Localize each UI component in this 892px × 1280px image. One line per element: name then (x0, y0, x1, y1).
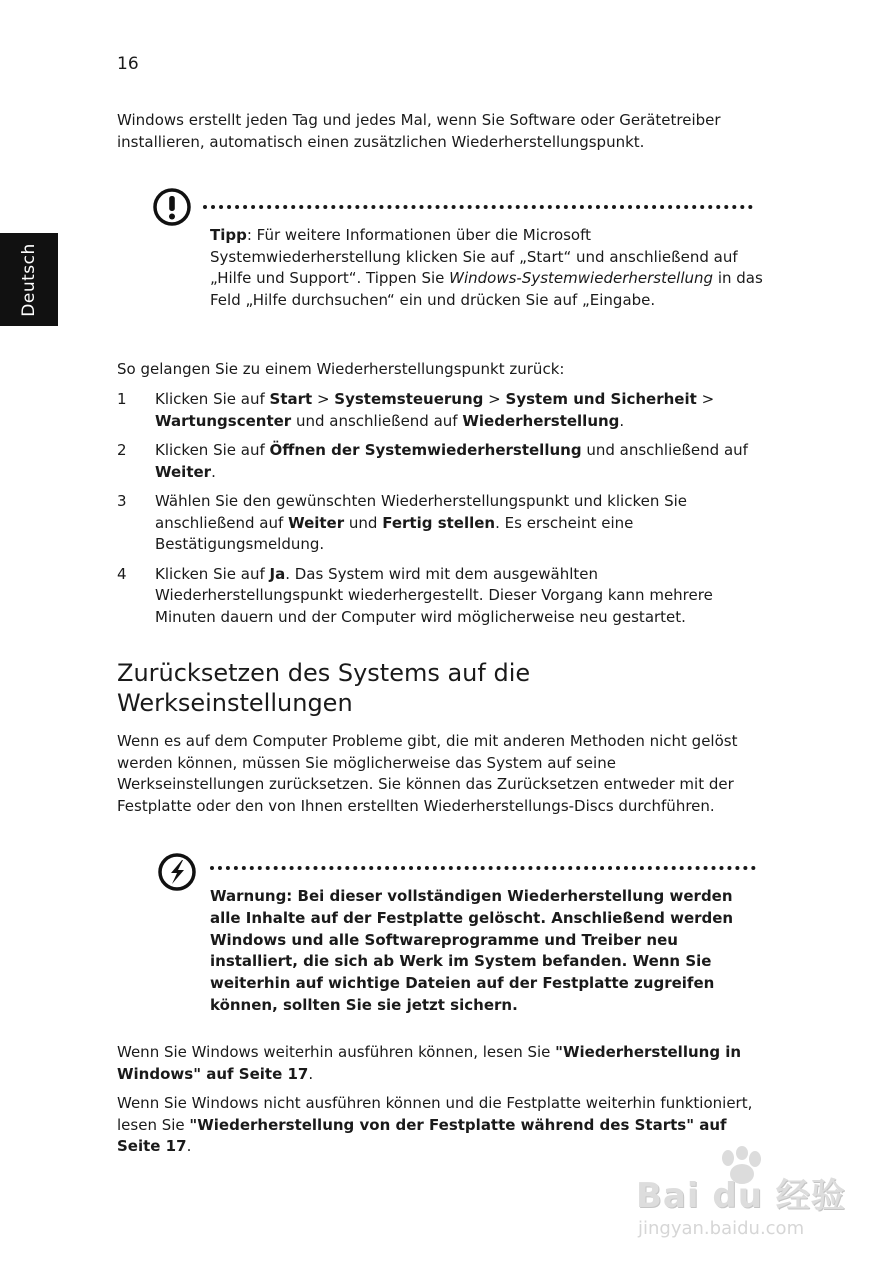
steps-intro: So gelangen Sie zu einem Wiederherstellungspunkt zurück: (117, 360, 565, 378)
intro-paragraph: Windows erstellt jeden Tag und jedes Mal, wenn Sie Software oder Gerätetreiber installieren, automatisch einen zusätzlichen Wiederherstellungspunkt. (117, 111, 721, 151)
tip-label: Tipp (210, 226, 247, 244)
link-recovery-from-disk: "Wiederherstellung von der Festplatte während des Starts" auf Seite 17 (117, 1115, 727, 1155)
side-tab-label: Deutsch (19, 242, 39, 317)
step-number: 4 (117, 564, 127, 583)
tip-text (210, 225, 770, 311)
step-item: 1 Klicken Sie auf Start > Systemsteuerung > System und Sicherheit > Wartungscenter und anschließend auf Wiederherstellung. (117, 390, 715, 430)
watermark-url: jingyan.baidu.com (638, 1218, 805, 1239)
step-number: 3 (117, 492, 127, 510)
step-number: 2 (117, 441, 127, 459)
steps-list (117, 389, 767, 636)
page-number: 16 (117, 54, 139, 74)
warning-divider (210, 866, 756, 870)
step-item: 3 Wählen Sie den gewünschten Wiederherstellungspunkt und klicken Sie anschließend auf Weiter und Fertig stellen. Es erscheint eine Bestätigungsmeldung. (117, 492, 688, 553)
step-number: 1 (117, 390, 127, 408)
tip-text-part1: : Für weitere Informationen über die Microsoft Systemwiederherstellung klicken Sie auf „Start“ und anschließend auf „Hilfe und Support“. Tippen Sie (210, 226, 738, 287)
reset-paragraph: Wenn es auf dem Computer Probleme gibt, die mit anderen Methoden nicht gelöst werden können, müssen Sie möglicherweise das System auf seine Werkseinstellungen zurücksetzen. Sie können das Zurücksetzen entweder mit der Festplatte oder den von Ihnen erstellten Wiederherstellungs-Discs durchführen. (117, 732, 738, 815)
language-side-tab (0, 233, 58, 326)
baidu-watermark (636, 1146, 846, 1256)
section-heading: Zurücksetzen des Systems auf die Werkseinstellungen (117, 659, 531, 717)
watermark-logo: Bai du 经验 (636, 1176, 846, 1216)
windows-not-running-paragraph: Wenn Sie Windows nicht ausführen können und die Festplatte weiterhin funktioniert, lesen Sie "Wiederherstellung von der Festplatte während des Starts" auf Seite 17. (117, 1094, 753, 1155)
tip-italic-term: Windows-Systemwiederherstellung (449, 269, 714, 287)
windows-running-paragraph: Wenn Sie Windows weiterhin ausführen können, lesen Sie "Wiederherstellung in Windows" auf Seite 17. (117, 1043, 742, 1083)
tip-divider (203, 205, 753, 209)
exclamation-icon (152, 187, 192, 227)
step-item: 2 Klicken Sie auf Öffnen der Systemwiederherstellung und anschließend auf Weiter. (117, 441, 748, 481)
link-recovery-in-windows: "Wiederherstellung in Windows" auf Seite 17 (117, 1043, 742, 1083)
step-item: 4 Klicken Sie auf Ja. Das System wird mit dem ausgewählten Wiederherstellungspunkt wiederhergestellt. Dieser Vorgang kann mehrere Minuten dauern und der Computer wird möglicherweise neu gestartet. (117, 564, 713, 626)
tip-text-part2: in das Feld „Hilfe durchsuchen“ ein und drücken Sie auf „Eingabe. (210, 269, 763, 309)
warning-text: Warnung: Bei dieser vollständigen Wiederherstellung werden alle Inhalte auf der Festplatte gelöscht. Anschließend werden Windows und alle Softwareprogramme und Treiber neu installiert, die sich ab Werk im System befanden. Wenn Sie weiterhin auf wichtige Dateien auf der Festplatte zugreifen können, sollten Sie sie jetzt sichern. (210, 887, 734, 1014)
warning-lightning-icon (157, 852, 197, 892)
